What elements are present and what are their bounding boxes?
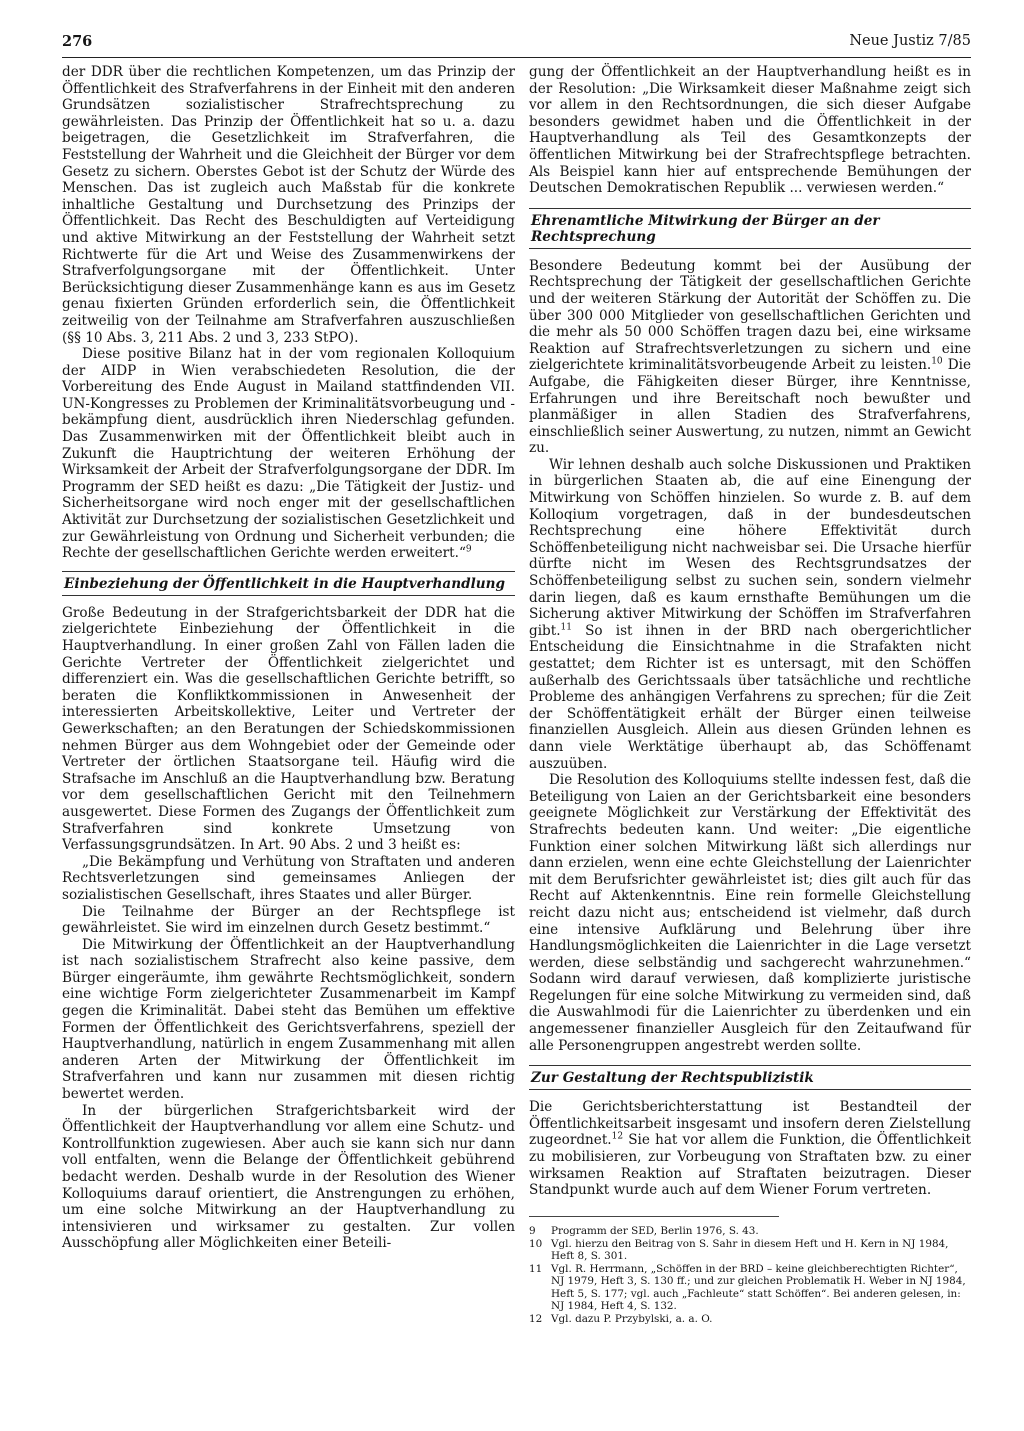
footnote-ref: 12 [611,1131,624,1142]
page-number: 276 [62,33,93,50]
paragraph: In der bürgerlichen Strafgerichtsbarkeit wird der Öffentlichkeit der Hauptverhandlung vor allem eine Schutz- und Kontrollfunktion zugewiesen. Aber auch sie kann sich nur dann voll entfalten, wenn die Belange der Öffentlichkeit gebührend bedacht werden. Deshalb wurde in der Resolution des Wiener Kolloquiums darauf orientiert, die Anstrengungen zu erhöhen, um eine solche Mitwirkung an der Hauptverhandlung zu intensivieren und wirksamer zu gestalten. Zur vollen Ausschöpfung aller Möglichkeiten einer Beteili- [62,1102,515,1252]
quote-paragraph: „Die Bekämpfung und Verhütung von Straftaten und anderen Rechtsverletzungen sind gemeinsames Anliegen der sozialistischen Gesellschaft, ihres Staates und aller Bürger. [62,853,515,903]
footnote [529,1263,971,1313]
quote-paragraph: Die Teilnahme der Bürger an der Rechtspflege ist gewährleistet. Sie wird im einzelnen durch Gesetz bestimmt.“ [62,903,515,937]
paragraph: Die Resolution des Kolloquiums stellte indessen fest, daß die Beteiligung von Laien an der Gerichtsbarkeit eine besonders geeignete Möglichkeit zur Verstärkung der Effektivität des Strafrechts bedeuten kann. Und weiter: „Die eigentliche Funktion einer solchen Mitwirkung läßt sich allerdings nur dann erzielen, wenn eine echte Gleichstellung der Laienrichter mit dem Berufsrichter gewährleistet ist; dies gilt auch für das Recht auf Aktenkenntnis. Eine rein formelle Gleichstellung reicht dazu nicht aus; entscheidend ist vielmehr, daß durch eine intensive Aufklärung und Belehrung über ihre Handlungsmöglichkeiten die Laienrichter in die Lage versetzt werden, diese selbständig und sachgerecht wahrzunehmen.“ Sodann wird darauf verwiesen, daß komplizierte juristische Regelungen für eine solche Mitwirkung zu vermeiden sind, daß die Auswahlmodi für die Laienrichter zu überdenken und ein angemessener finanzieller Ausgleich für den Zeitaufwand für alle Personengruppen angestrebt werden sollte. [529,772,971,1054]
paragraph [62,346,515,562]
paragraph-text: Die Aufgabe, die Fähigkeiten dieser Bürger, ihre Kenntnisse, Erfahrungen und ihre Bereitschaft noch bewußter und planmäßiger in allen Stadien des Strafverfahrens, einschließlich seiner Auswertung, zu nutzen, nimmt an Gewicht zu. [529,357,971,457]
paragraph-text: Besondere Bedeutung kommt bei der Ausübung der Rechtsprechung der Tätigkeit der gesellschaftlichen Gerichte und der weiteren Stärkung der Autorität der Schöffen zu. Die über 300 000 Mitglieder von gesellschaftlichen Gerichten und die mehr als 50 000 Schöffen tragen dazu bei, eine wirksame Reaktion auf Strafrechtsverletzungen zu sichern und eine zielgerichtete kriminalitätsvorbeugende Arbeit zu leisten. [529,257,971,374]
right-column [529,64,971,1326]
footnote [529,1225,971,1237]
footnotes [529,1225,971,1326]
page-header [62,33,971,58]
footnote-ref: 9 [465,544,472,555]
paragraph-text: Diese positive Bilanz hat in der vom regionalen Kolloquium der AIDP in Wien verabschiedeten Resolution, die der Vorbereitung des Ende August in Mailand stattfindenden VII. UN-Kongresses zu Problemen der Kriminalitätsvorbeugung und -bekämpfung dient, ausdrücklich ihren Niederschlag gefunden. Das Zusammenwirken mit der Öffentlichkeit bleibt auch in Zukunft die Hauptrichtung der weiteren Erhöhung der Wirksamkeit der Arbeit der Strafverfolgungsorgane der DDR. Im Programm der SED heißt es dazu: „Die Tätigkeit der Justiz- und Sicherheitsorgane wird noch enger mit der gesellschaftlichen Aktivität zur Durchsetzung der sozialistischen Gesetzlichkeit und zur Gewährleistung von Ordnung und Sicherheit verbunden; die Rechte der gesellschaftlichen Gerichte werden erweitert.“ [62,346,515,562]
footnote-number: 9 [529,1224,536,1237]
footnote [529,1313,971,1325]
paragraph: der DDR über die rechtlichen Kompetenzen, um das Prinzip der Öffentlichkeit des Strafverfahrens in der Einheit mit den anderen Grundsätzen sozialistischer Strafrechtsprechung zu gewährleisten. Das Prinzip der Öffentlichkeit hat so u. a. dazu beigetragen, die Gesetzlichkeit im Strafverfahren, die Feststellung der Wahrheit und die Gleichheit der Bürger vor dem Gesetz zu sichern. Oberstes Gebot ist der Schutz der Würde des Menschen. Das ist zugleich auch Maßstab für die konkrete inhaltliche Gestaltung und Durchsetzung des Prinzips der Öffentlichkeit. Das Recht des Beschuldigten auf Verteidigung und aktive Mitwirkung an der Feststellung der Wahrheit setzt Richtwerte für die Art und Weise des Zusammenwirkens der Strafverfolgungsorgane mit der Öffentlichkeit. Unter Berücksichtigung dieser Zusammenhänge kann es aus im Gesetz genau fixierten Gründen erforderlich sein, die Öffentlichkeit zeitweilig von der Teilnahme am Strafverfahren auszuschließen (§§ 10 Abs. 3, 211 Abs. 2 und 3, 233 StPO). [62,64,515,346]
footnote [529,1238,971,1263]
paragraph-text: Sie hat vor allem die Funktion, die Öffentlichkeit zu mobilisieren, zur Vorbeugung von Straftaten bzw. zu einer wirksamen Reaktion auf Straftaten beizutragen. Dieser Standpunkt wurde auch auf dem Wiener Forum vertreten. [529,1132,971,1199]
section-heading: Einbeziehung der Öffentlichkeit in die Hauptverhandlung [62,571,515,596]
paragraph [529,457,971,772]
footnote-ref: 10 [931,356,943,367]
paragraph: Die Mitwirkung der Öffentlichkeit an der Hauptverhandlung ist nach sozialistischem Strafrecht also keine passive, dem Bürger eingeräumte, ihm gewährte Rechtsmöglichkeit, sondern eine wichtige Form zielgerichteter Zusammenarbeit im Kampf gegen die Kriminalität. Dabei steht das Bemühen um effektive Formen der Öffentlichkeit des Gerichtsverfahrens, speziell der Hauptverhandlung, natürlich in engem Zusammenhang mit allen anderen Arten der Mitwirkung der Öffentlichkeit im Strafverfahren und kann nur zusammen mit diesen richtig bewertet werden. [62,936,515,1103]
section-heading: Zur Gestaltung der Rechtspublizistik [529,1065,971,1090]
footnote-text: Vgl. hierzu den Beitrag von S. Sahr in diesem Heft und H. Kern in NJ 1984, Heft 8, S. 301. [551,1237,949,1263]
paragraph-text: So ist ihnen in der BRD nach obergerichtlicher Entscheidung die Einsichtnahme in die Strafakten nicht gestattet; dem Richter ist es untersagt, mit den Schöffen außerhalb des Gerichtssaals über tatsächliche und rechtliche Probleme des anhängigen Verfahrens zu sprechen; für die Zeit der Schöffentätigkeit erhält der Bürger einen teilweise finanziellen Ausgleich. Allein aus diesen Gründen lehnen es dann viele Werktätige überhaupt ab, das Schöffenamt auszuüben. [529,622,971,772]
paragraph-text: Die Gerichtsberichterstattung ist Bestandteil der Öffentlichkeitsarbeit insgesamt und insofern deren Zielstellung zugeordnet. [529,1099,971,1149]
paragraph: gung der Öffentlichkeit an der Hauptverhandlung heißt es in der Resolution: „Die Wirksamkeit dieser Maßnahme zeigt sich vor allem in den Rechtsordnungen, die sich dieser Aufgabe besonders gewidmet haben und die Öffentlichkeit in der Hauptverhandlung als Teil des Gesamtkonzepts der öffentlichen Mitwirkung bei der Strafrechtspflege betrachten. Als Beispiel kann hier auf entsprechende Bemühungen der Deutschen Demokratischen Republik ... verwiesen werden.“ [529,64,971,197]
footnote-text: Vgl. dazu P. Przybylski, a. a. O. [551,1313,713,1326]
footnote-ref: 11 [560,622,572,633]
section-heading: Ehrenamtliche Mitwirkung der Bürger an der Rechtsprechung [529,208,971,249]
paragraph [529,1099,971,1199]
footnote-number: 11 [529,1263,543,1276]
paragraph-text: Wir lehnen deshalb auch solche Diskussionen und Praktiken in bürgerlichen Staaten ab, die auf eine Einengung der Mitwirkung von Schöffen hinzielen. So wurde z. B. auf dem Kolloqium vorgetragen, daß in der bundesdeutschen Rechtsprechung eine höhere Effektivität durch Schöffenbeteiligung nicht nachweisbar sei. Die Ursache hierfür dürfte nicht im Wesen des Rechtsgrundsatzes der Schöffenbeteiligung selbst zu suchen sein, sondern vielmehr darin liegen, daß es kaum ernsthafte Bemühungen um die Sicherung aktiver Mitwirkung der Schöffen im Strafverfahren gibt. [529,456,971,639]
footnote-number: 12 [529,1313,543,1326]
footnote-rule [529,1216,779,1225]
left-column [62,64,515,1252]
footnote-text: Vgl. R. Herrmann, „Schöffen in der BRD – keine gleichberechtigten Richter“, NJ 1979, Heft 3, S. 130 ff.; und zur gleichen Problematik H. Weber in NJ 1984, Heft 5, S. 177; vgl. auch „Fachleute“ statt Schöffen“. Bei anderen gelesen, in: NJ 1984, Heft 4, S. 132. [551,1263,966,1313]
paragraph [529,258,971,457]
paragraph: Große Bedeutung in der Strafgerichtsbarkeit der DDR hat die zielgerichtete Einbeziehung der Öffentlichkeit in die Hauptverhandlung. In einer großen Zahl von Fällen laden die Gerichte Vertreter der Öffentlichkeit zielgerichtet und differenziert ein. Was die gesellschaftlichen Gerichte betrifft, so beraten die Konfliktkommissionen in Anwesenheit der interessierten Arbeitskollektive, Leiter und Vertreter der Gewerkschaften; an den Beratungen der Schiedskommissionen nehmen Bürger aus dem Wohngebiet oder der Gemeinde oder Vertreter der örtlichen Staatsorgane teil. Häufig wird die Strafsache im Anschluß an die Hauptverhandlung bzw. Beratung vor dem gesellschaftlichen Gericht mit den Teilnehmern ausgewertet. Diese Formen des Zugangs der Öffentlichkeit zum Strafverfahren sind konkrete Umsetzung von Verfassungsgrundsätzen. In Art. 90 Abs. 2 und 3 heißt es: [62,604,515,854]
footnote-text: Programm der SED, Berlin 1976, S. 43. [551,1224,759,1237]
journal-issue: Neue Justiz 7/85 [849,33,971,49]
footnote-number: 10 [529,1237,543,1250]
